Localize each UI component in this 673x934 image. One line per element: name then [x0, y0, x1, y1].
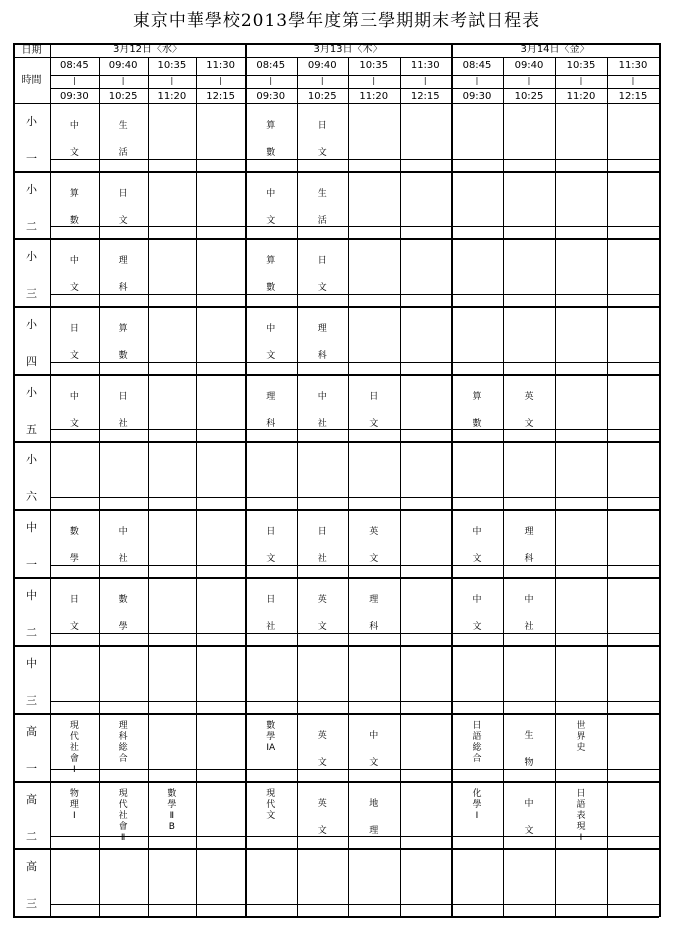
grid-line [555, 57, 556, 917]
subject-cell: 數學 [69, 527, 79, 564]
end-time: 10:25 [108, 91, 138, 102]
subject-cell: 理科 [118, 256, 128, 293]
end-time: 10:25 [514, 91, 544, 102]
grid-line [607, 57, 608, 917]
time-dash: | [219, 76, 222, 85]
grade-label: 小 [26, 183, 37, 196]
subject-cell: 英文 [369, 527, 379, 564]
subject-cell: 中文 [266, 324, 276, 361]
end-time: 11:20 [359, 91, 389, 102]
end-time: 09:30 [59, 91, 89, 102]
subject-cell: 理科 [317, 324, 327, 361]
grid-line [50, 88, 659, 89]
grid-line [659, 43, 661, 917]
subject-cell: 物理Ⅰ [69, 789, 79, 821]
subject-cell: 日文 [118, 189, 128, 226]
time-dash: | [372, 76, 376, 85]
grade-label: 中 [26, 657, 37, 670]
subject-cell: 算數 [118, 324, 128, 361]
grid-line [348, 57, 349, 917]
subject-cell: 數學 [118, 595, 128, 632]
subject-cell: 日文 [369, 392, 379, 429]
subject-cell: 中社 [118, 527, 128, 564]
grade-label: 小 [26, 318, 37, 331]
end-time: 12:15 [206, 91, 236, 102]
grade-label: 高 [26, 793, 37, 806]
time-dash: | [121, 76, 125, 85]
time-dash: | [320, 76, 324, 85]
subject-cell: 理科 [369, 595, 379, 632]
time-dash: | [631, 76, 635, 85]
subject-cell: 理科 [524, 527, 534, 564]
grid-line [503, 57, 504, 917]
day-header: 3月12日〈水〉 [112, 44, 183, 55]
grid-line [13, 306, 659, 308]
subject-cell: 英文 [317, 595, 327, 632]
grid-line [13, 713, 659, 715]
subject-cell: 化學Ⅰ [472, 789, 482, 821]
subject-cell: 日社 [266, 595, 276, 632]
start-time: 08:45 [59, 60, 89, 71]
grid-line [196, 57, 197, 917]
subject-cell: 中文 [69, 392, 79, 429]
grid-line [50, 57, 659, 58]
grade-label: 二 [26, 219, 37, 233]
subject-cell: 中社 [317, 392, 327, 429]
grid-line [50, 904, 659, 905]
grade-label: 小 [26, 250, 37, 263]
grid-line [13, 441, 659, 443]
end-time: 12:15 [618, 91, 648, 102]
grade-label: 小 [26, 386, 37, 399]
end-time: 09:30 [256, 91, 286, 102]
grid-line [13, 103, 659, 104]
subject-cell: 現代社會Ⅱ [118, 789, 128, 843]
grid-line [13, 645, 659, 647]
grade-label: 小 [26, 115, 37, 128]
start-time: 09:40 [108, 60, 138, 71]
grade-label: 中 [26, 589, 37, 602]
grid-line [13, 781, 659, 783]
grade-label: 小 [26, 453, 37, 466]
subject-cell: 理科 [266, 392, 276, 429]
end-time: 09:30 [462, 91, 492, 102]
grade-label: 一 [26, 762, 37, 776]
subject-cell: 生活 [118, 121, 128, 158]
grade-label: 三 [26, 897, 37, 911]
grid-line [50, 701, 659, 702]
start-time: 09:40 [307, 60, 337, 71]
grid-line [50, 497, 659, 498]
subject-cell: 算數 [266, 256, 276, 293]
grade-label: 一 [26, 152, 37, 166]
subject-cell: 中文 [524, 799, 534, 836]
subject-cell: 中文 [69, 121, 79, 158]
subject-cell: 中文 [266, 189, 276, 226]
subject-cell: 日文 [317, 121, 327, 158]
time-dash: | [475, 76, 479, 85]
grade-label: 中 [26, 521, 37, 534]
grade-label: 六 [26, 490, 37, 504]
grade-label: 高 [26, 725, 37, 738]
time-dash: | [269, 76, 273, 85]
grid-line [148, 57, 149, 917]
subject-cell: 算數 [69, 189, 79, 226]
subject-cell: 算數 [472, 392, 482, 429]
subject-cell: 中社 [524, 595, 534, 632]
grade-label: 五 [26, 422, 37, 436]
grade-label: 高 [26, 860, 37, 873]
grade-label: 二 [26, 626, 37, 640]
subject-cell: 中文 [472, 595, 482, 632]
time-dash: | [527, 76, 531, 85]
subject-cell: 數學ⅡB [167, 789, 177, 832]
end-time: 11:20 [157, 91, 187, 102]
start-time: 10:35 [157, 60, 187, 71]
subject-cell: 日文 [266, 527, 276, 564]
page-title: 東京中華學校2013學年度第三學期期末考試日程表 [132, 11, 541, 31]
start-time: 10:35 [359, 60, 389, 71]
subject-cell: 中文 [369, 731, 379, 768]
grid-line [13, 171, 659, 173]
grid-line [13, 238, 659, 240]
grade-label: 四 [26, 355, 37, 369]
subject-cell: 中文 [472, 527, 482, 564]
time-dash: | [73, 76, 76, 85]
subject-cell: 數學ⅠA [266, 721, 276, 753]
subject-cell: 中文 [69, 256, 79, 293]
end-time: 12:15 [410, 91, 440, 102]
start-time: 08:45 [256, 60, 286, 71]
subject-cell: 算數 [266, 121, 276, 158]
subject-cell: 生活 [317, 189, 327, 226]
start-time: 09:40 [514, 60, 544, 71]
subject-cell: 英文 [317, 731, 327, 768]
start-time: 11:30 [618, 60, 648, 71]
grid-line [400, 57, 401, 917]
subject-cell: 地理 [369, 799, 379, 836]
grid-line [13, 509, 659, 511]
grade-label: 三 [26, 287, 37, 301]
grade-label: 二 [26, 829, 37, 843]
grid-line [13, 43, 15, 917]
subject-cell: 日語総合 [472, 721, 482, 764]
grid-line [13, 916, 659, 918]
start-time: 11:30 [410, 60, 440, 71]
time-dash: | [170, 76, 174, 85]
grid-line [13, 57, 50, 58]
grade-label: 三 [26, 694, 37, 708]
start-time: 10:35 [566, 60, 596, 71]
subject-cell: 英文 [317, 799, 327, 836]
subject-cell: 生物 [524, 731, 534, 768]
subject-cell: 日文 [69, 595, 79, 632]
start-time: 11:30 [206, 60, 236, 71]
end-time: 10:25 [307, 91, 337, 102]
subject-cell: 日社 [317, 527, 327, 564]
grid-line [13, 374, 659, 376]
time-label: 時間 [21, 75, 42, 86]
grid-line [245, 43, 247, 917]
subject-cell: 日社 [118, 392, 128, 429]
grade-label: 一 [26, 558, 37, 572]
subject-cell: 理科総合 [118, 721, 128, 764]
end-time: 11:20 [566, 91, 596, 102]
grid-line [13, 577, 659, 579]
grid-line [451, 43, 453, 917]
subject-cell: 日文 [69, 324, 79, 361]
day-header: 3月14日〈金〉 [520, 44, 590, 55]
subject-cell: 英文 [524, 392, 534, 429]
subject-cell: 世界史 [576, 721, 586, 753]
time-dash: | [423, 76, 427, 85]
subject-cell: 現代社會Ⅰ [69, 721, 79, 775]
subject-cell: 現代文 [266, 789, 276, 821]
grid-line [50, 75, 659, 76]
start-time: 08:45 [462, 60, 492, 71]
subject-cell: 日文 [317, 256, 327, 293]
day-header: 3月13日〈木〉 [313, 44, 383, 55]
subject-cell: 日語表現Ⅰ [576, 789, 586, 843]
grid-line [13, 848, 659, 850]
date-label: 日期 [21, 45, 42, 56]
grid-line [50, 43, 51, 917]
time-dash: | [579, 76, 583, 85]
